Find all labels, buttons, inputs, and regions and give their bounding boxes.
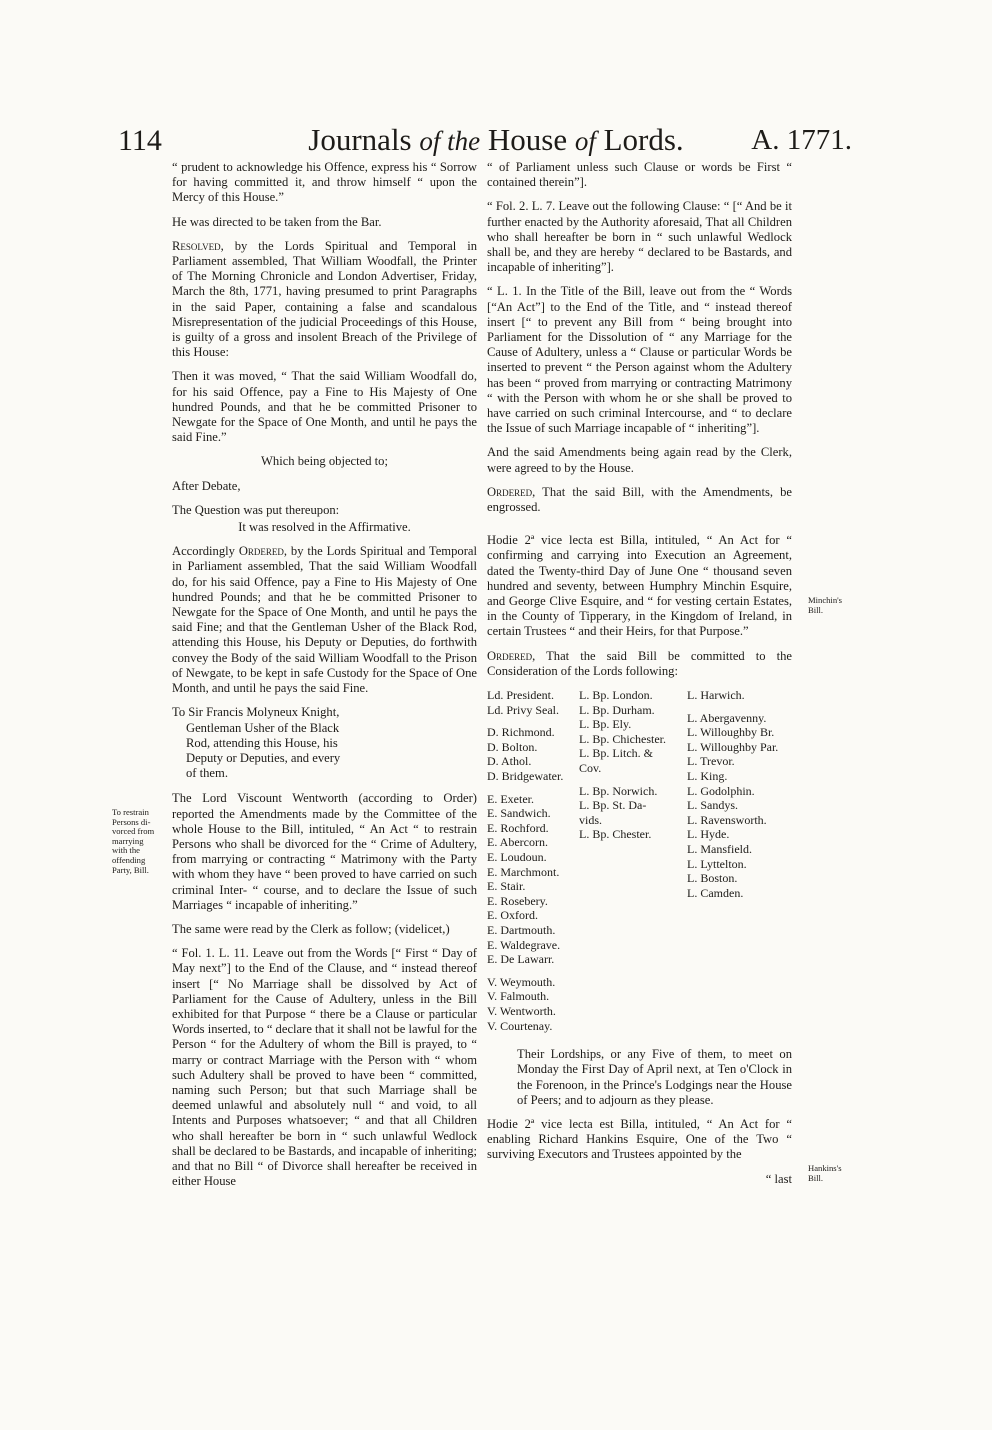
lord-entry: L. Ravensworth. <box>687 812 767 827</box>
lord-entry: V. Falmouth. <box>487 989 550 1004</box>
running-title: Journals of the House of Lords. <box>308 122 684 157</box>
page-number: 114 <box>118 124 162 157</box>
lord-entry: E. Loudoun. <box>487 850 547 865</box>
lord-entry: V. Courtenay. <box>487 1018 553 1033</box>
paragraph: “ of Parliament unless such Clause or words be First “ contained therein”]. <box>487 160 792 190</box>
margin-note-line: Party, Bill. <box>112 864 149 875</box>
margin-note-line: marrying <box>112 835 144 846</box>
lord-entry: E. Abercorn. <box>487 835 548 850</box>
lord-entry: D. Bridgewater. <box>487 769 564 784</box>
lord-entry: Ld. Privy Seal. <box>487 702 559 717</box>
lord-entry: L. Bp. Ely. <box>579 717 632 732</box>
paragraph: Then it was moved, “ That the said William Woodfall do, for his said Offence, pay a Fine to His Majesty of One hundred Pounds, and that he be committed Prisoner to Newgate for the Space of One Month, and until he pays the said Fine.” <box>172 369 477 445</box>
lords-column-2 <box>579 688 687 1033</box>
margin-note-line: Persons di- <box>112 816 151 827</box>
paragraph: The same were read by the Clerk as follow; (videlicet,) <box>172 921 450 936</box>
margin-note-line: vorced from <box>112 826 155 837</box>
lord-entry <box>579 776 687 784</box>
lord-entry: L. Sandys. <box>687 798 738 813</box>
lord-entry: E. Rochford. <box>487 820 549 835</box>
address-block: To Sir Francis Molyneux Knight, Gentleman Usher of the Black Rod, attending this House, his Deputy or Deputies, and every of them. <box>172 705 341 781</box>
paragraph: Which being objected to; <box>261 454 388 469</box>
amendment-paragraph: “ L. 1. In the Title of the Bill, leave out from the “ Words [“An Act”] to the End of the Title, and “ instead thereof insert [“ to prevent any Bill from “ being brought into Parliament for the Dissolution of “ any Marriage for the Cause of Adultery, unless a “ Clause or particular Words be inserted to prevent “ the Person against whom the Adultery has been “ proved from marrying or contracting Matrimony “ with the Person with whom he or she shall be proved to have carried on such criminal Intercourse, and “ to declare the Issue of such Marriage incapable of “ inheriting”]. <box>487 284 792 436</box>
resolution-paragraph: Resolved, by the Lords Spiritual and Temporal in Parliament assembled, That William Woodfall, the Printer of The Morning Chronicle and London Advertiser, Friday, March the 8th, 1771, having presumed to print Paragraphs in the said Paper, containing a false and scandalous Misrepresentation of the judicial Proceedings of this House, is guilty of a gross and insolent Breach of the Privilege of this House: <box>172 238 477 360</box>
catchword: “ last <box>765 1171 792 1186</box>
lord-entry: L. Willoughby Br. <box>687 725 775 740</box>
amendment-paragraph: “ Fol. 1. L. 11. Leave out from the Words [“ First “ Day of May next”] to the End of the Clause, and “ instead thereof insert [“ No Marriage shall be dissolved by Act of Parliament for the Cause of Adultery, unless in the Bill exhibited for that Purpose “ there be a Clause or particular Words inserted, to “ declare that it shall not be lawful for the Person “ for the Adultery of whom the Bill is prayed, to “ marry or contract Marriage with the Person with “ whom such Adultery shall be proved to have been “ committed, naming such Person; but that such Marriage shall be deemed unlawful and absolutely null “ and void, to all Intents and Purposes whatsoever; “ and that all Children who shall hereafter be born in “ such unlawful Wedlock shall be declared to be Bastards, and incapable of inheriting; and that no Bill “ of Divorce shall hereafter be received in either House <box>172 946 477 1189</box>
lord-entry: L. King. <box>687 769 728 784</box>
right-column <box>487 160 792 1187</box>
lord-entry: E. Oxford. <box>487 908 538 923</box>
lord-entry: E. De Lawarr. <box>487 952 555 967</box>
left-column <box>172 160 477 1198</box>
lord-entry: L. Abergavenny. <box>687 710 767 725</box>
bill-reading-paragraph: Hodie 2ª vice lecta est Billa, intituled, “ An Act for “ enabling Richard Hankins Esquire, One of the Two “ surviving Executors and Trustees appointed by the <box>487 1116 792 1162</box>
order-paragraph: Ordered, That the said Bill be committed to the Consideration of the Lords following: <box>487 648 792 678</box>
lord-entry: D. Richmond. <box>487 725 555 740</box>
lord-entry: E. Sandwich. <box>487 806 551 821</box>
lord-entry <box>487 784 579 792</box>
lords-column-3 <box>687 688 787 1033</box>
paragraph: After Debate, <box>172 478 241 493</box>
paragraph: The Question was put thereupon: <box>172 502 340 517</box>
margin-note-line: Bill. <box>808 604 824 615</box>
paragraph: “ prudent to acknowledge his Offence, express his “ Sorrow for having committed it, and throw himself “ upon the Mercy of this House.” <box>172 160 477 205</box>
lord-entry: L. Camden. <box>687 885 744 900</box>
amendment-paragraph: “ Fol. 2. L. 7. Leave out the following Clause: “ [“ And be it further enacted by the Authority aforesaid, That all Children who shall hereafter be born in “ such unlawful Wedlock shall be, and they are hereby “ declared to be Bastards, and incapable of inheriting”]. <box>487 199 792 275</box>
lord-entry: V. Weymouth. <box>487 974 556 989</box>
margin-note-line: with the <box>112 845 140 856</box>
lord-entry: L. Harwich. <box>687 688 745 703</box>
year-label: A. 1771. <box>751 124 852 156</box>
margin-note-line: Hankins's <box>808 1163 842 1173</box>
lord-entry: Ld. President. <box>487 688 554 703</box>
lord-entry: L. Bp. Chester. <box>579 827 652 842</box>
margin-note-line: offending <box>112 854 146 865</box>
lords-committee-list <box>487 688 792 1033</box>
lord-entry: L. Bp. Litch. & <box>579 746 653 761</box>
margin-note-line: To restrain <box>112 807 149 817</box>
report-paragraph: The Lord Viscount Wentworth (according to Order) reported the Amendments made by the Committee of the whole House to the Bill, intituled, “ An Act “ to restrain Persons who shall be divorced for the “ Crime of Adultery, from marrying or contracting “ Matrimony with the Party with whom they have “ been proved to have carried on such criminal Inter- “ course, and to declare the Issue of such Marriages “ incapable of inheriting.” <box>172 791 477 912</box>
margin-note-minchin <box>808 596 868 615</box>
order-paragraph: Accordingly Ordered, by the Lords Spiritual and Temporal in Parliament assembled, That the said William Woodfall do, for his said Offence, pay a Fine to His Majesty of One hundred Pounds; and that he be committed Prisoner to Newgate for the Space of One Month, and until he pays the said Fine; and that the Gentleman Usher of the Black Rod, attending this House, his Deputy or Deputies, do forthwith convey the Body of the said William Woodfall to the Prison of Newgate, to be kept in safe Custody for the Space of One Month, and until he pays the said Fine. <box>172 544 477 696</box>
lord-entry: D. Bolton. <box>487 739 538 754</box>
bill-reading-paragraph: Hodie 2ª vice lecta est Billa, intituled, “ An Act for “ confirming and carrying into Execution an Agreement, dated the Twenty-third Day of June One “ thousand seven hundred and seventy, between Humphry Minchin Esquire, and George Clive Esquire, and “ for vesting certain Estates, in the County of Tipperary, in the Kingdom of Ireland, in certain Trustees “ and their Heirs, for that Purpose.” <box>487 533 792 639</box>
lord-entry: L. Godolphin. <box>687 783 755 798</box>
paragraph: He was directed to be taken from the Bar. <box>172 214 382 229</box>
lord-entry: L. Bp. Chichester. <box>579 731 666 746</box>
lord-entry: E. Rosebery. <box>487 893 548 908</box>
lord-entry: E. Marchmont. <box>487 864 560 879</box>
order-paragraph: Ordered, That the said Bill, with the Amendments, be engrossed. <box>487 484 793 515</box>
lord-entry: L. Mansfield. <box>687 842 752 857</box>
lord-entry: L. Trevor. <box>687 754 735 769</box>
lord-entry: V. Wentworth. <box>487 1003 556 1018</box>
lord-entry: E. Stair. <box>487 879 526 894</box>
lords-column-1 <box>487 688 579 1033</box>
meeting-paragraph: Their Lordships, or any Five of them, to meet on Monday the First Day of April next, at Ten o'Clock in the Forenoon, in the Prince's Lodgings near the House of Peers; and to adjourn as they please. <box>517 1047 792 1107</box>
margin-note-hankins <box>808 1164 868 1183</box>
lord-entry: L. Boston. <box>687 871 738 886</box>
lord-entry: L. Bp. Durham. <box>579 702 655 717</box>
lord-entry: L. Lyttelton. <box>687 856 747 871</box>
lord-entry: Cov. <box>579 761 602 776</box>
lord-entry: E. Exeter. <box>487 791 534 806</box>
lord-entry <box>487 717 579 725</box>
lord-entry <box>487 967 579 975</box>
lord-entry: E. Dartmouth. <box>487 923 556 937</box>
lord-entry: L. Bp. St. Da- <box>579 798 647 813</box>
margin-note-line: Bill. <box>808 1172 824 1183</box>
paragraph: It was resolved in the Affirmative. <box>238 520 411 535</box>
paragraph: And the said Amendments being again read by the Clerk, were agreed to by the House. <box>487 445 792 475</box>
lord-entry: E. Waldegrave. <box>487 937 561 952</box>
lord-entry: L. Bp. Norwich. <box>579 783 658 798</box>
lord-entry: L. Willoughby Par. <box>687 739 779 754</box>
lord-entry: L. Bp. London. <box>579 688 653 703</box>
lord-entry <box>687 703 787 711</box>
lord-entry: vids. <box>579 812 603 827</box>
margin-note-line: Minchin's <box>808 595 843 605</box>
lord-entry: D. Athol. <box>487 754 532 769</box>
margin-note-restrain <box>112 808 168 875</box>
lord-entry: L. Hyde. <box>687 827 730 842</box>
